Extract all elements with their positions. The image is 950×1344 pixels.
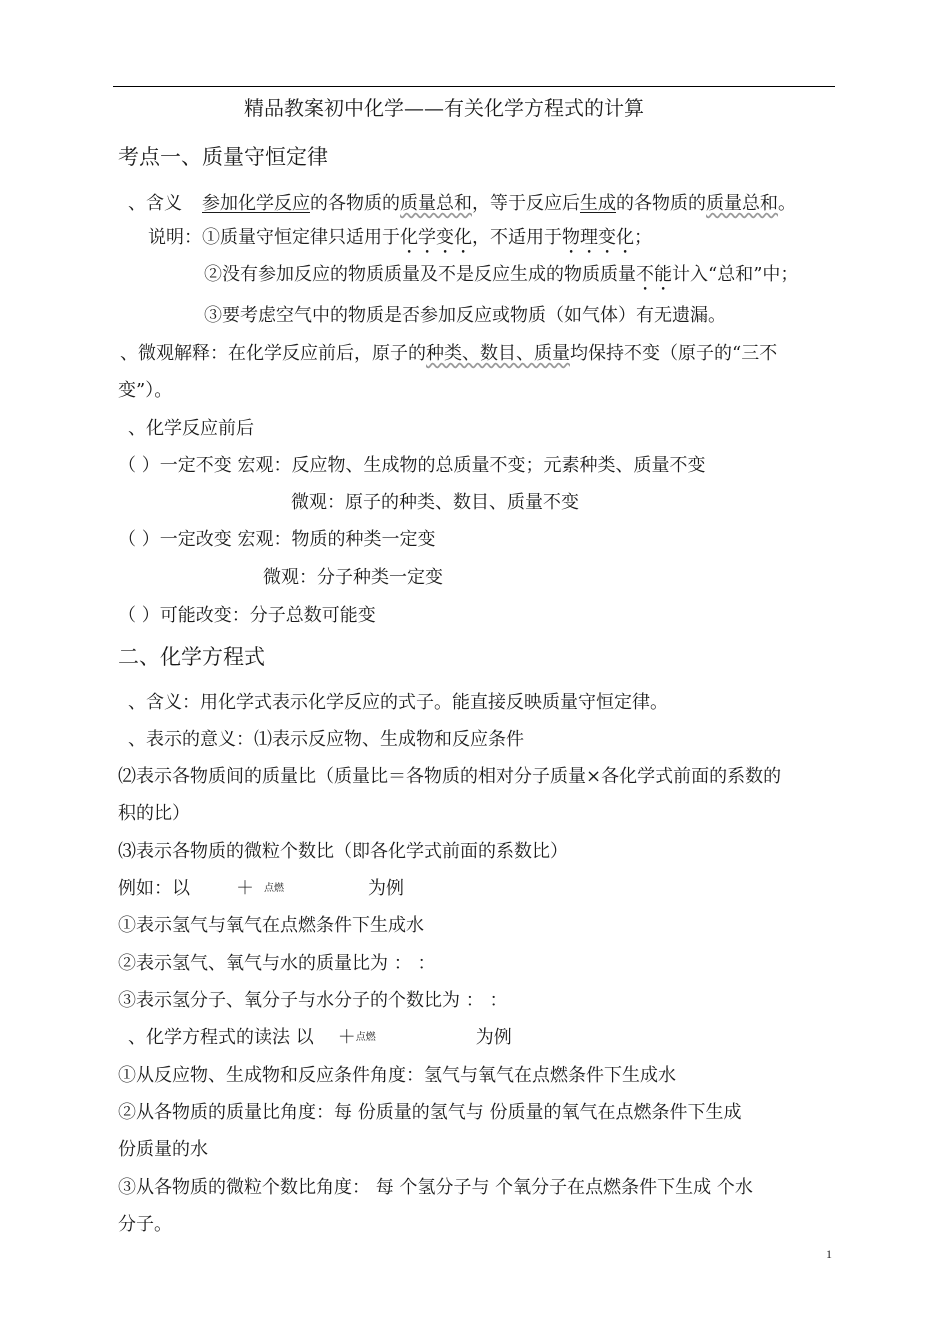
significance-2: ⑵表示各物质间的质量比（质量比＝各物质的相对分子质量×各化学式前面的系数的	[118, 766, 782, 787]
definition-line: 、含义 参加化学反应的各物质的质量总和，等于反应后生成的各物质的质量总和。	[128, 193, 796, 214]
reading-3-cont: 分子。	[118, 1214, 172, 1235]
example-equation: 例如：以 ＋ $^{点燃}$ 为例	[118, 878, 404, 899]
note-line-1: 说明：①质量守恒定律只适用于化学变化，不适用于物理变化；	[148, 227, 652, 248]
page-number: 1	[826, 1247, 832, 1261]
changed-macro: （ ）一定改变 宏观：物质的种类一定变	[118, 529, 436, 550]
section1-heading: 考点一、质量守恒定律	[118, 145, 328, 169]
significance-3: ⑶表示各物质的微粒个数比（即各化学式前面的系数比）	[118, 841, 568, 862]
example-1: ①表示氢气与氧气在点燃条件下生成水	[118, 915, 424, 936]
micro-explanation: 、微观解释：在化学反应前后，原子的种类、数目、质量均保持不变（原子的“三不	[120, 343, 778, 364]
significance-2-cont: 积的比）	[118, 803, 190, 824]
section2-heading: 二、化学方程式	[118, 645, 265, 669]
reading-3: ③从各物质的微粒个数比角度： 每 个氢分子与 个氧分子在点燃条件下生成 个水	[118, 1177, 753, 1198]
reading-2-cont: 份质量的水	[118, 1139, 208, 1160]
before-after-line: 、化学反应前后	[128, 418, 254, 439]
maybe-changed: （ ）可能改变：分子总数可能变	[118, 605, 376, 626]
note-line-2: ②没有参加反应的物质质量及不是反应生成的物质质量不能计入“总和”中；	[204, 264, 799, 285]
changed-micro: 微观：分子种类一定变	[263, 567, 443, 588]
unchanged-macro: （ ）一定不变 宏观：反应物、生成物的总质量不变；元素种类、质量不变	[118, 455, 706, 476]
equation-meaning: 、含义：用化学式表示化学反应的式子。能直接反映质量守恒定律。	[128, 692, 668, 713]
page-title: 精品教案初中化学——有关化学方程式的计算	[244, 96, 644, 120]
unchanged-micro: 微观：原子的种类、数目、质量不变	[291, 492, 579, 513]
header-rule	[113, 86, 835, 87]
micro-explanation-cont: 变”）。	[118, 380, 173, 401]
example-2: ②表示氢气、氧气与水的质量比为 ： ：	[118, 953, 436, 974]
example-3: ③表示氢分子、氧分子与水分子的个数比为 ： ：	[118, 990, 508, 1011]
reading-1: ①从反应物、生成物和反应条件角度：氢气与氧气在点燃条件下生成水	[118, 1065, 676, 1086]
significance-1: 、表示的意义：⑴表示反应物、生成物和反应条件	[128, 729, 524, 750]
note-line-3: ③要考虑空气中的物质是否参加反应或物质（如气体）有无遗漏。	[204, 305, 726, 326]
reading-method: 、化学方程式的读法 以 ＋$^{点燃}$ 为例	[128, 1027, 512, 1048]
reading-2: ②从各物质的质量比角度：每 份质量的氢气与 份质量的氧气在点燃条件下生成	[118, 1102, 742, 1123]
